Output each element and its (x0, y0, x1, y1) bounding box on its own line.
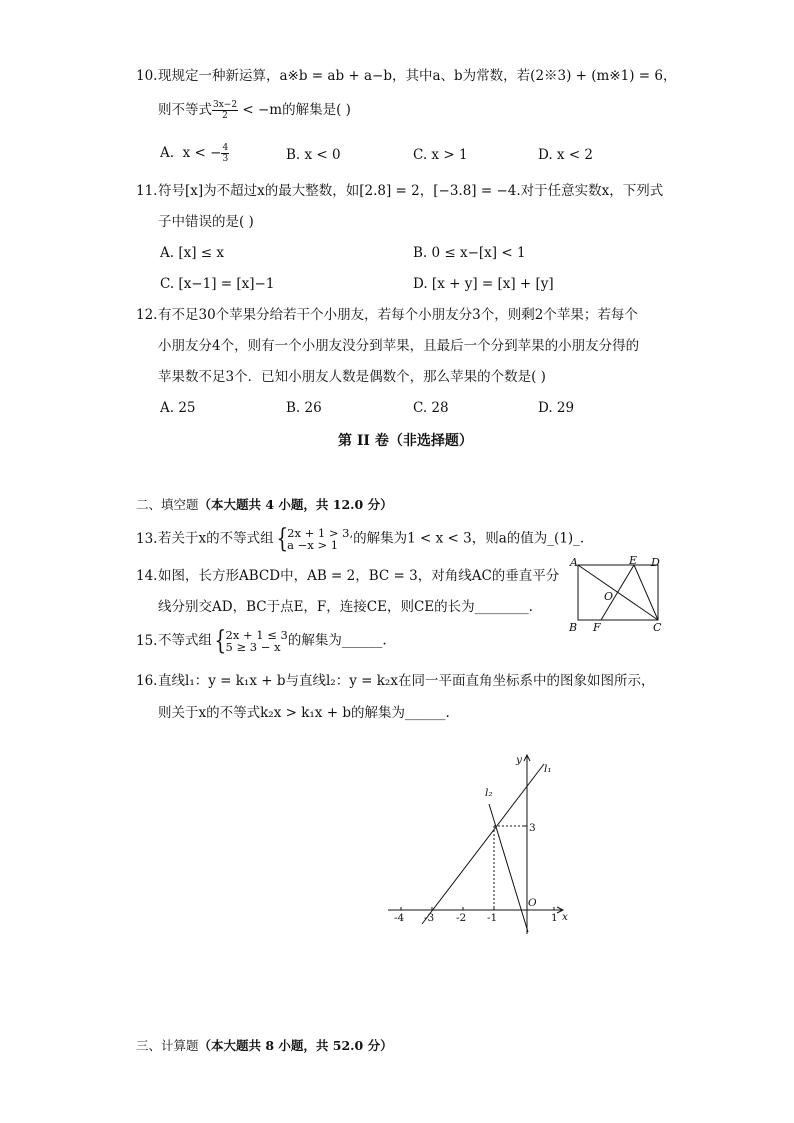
rectangle-figure (566, 556, 672, 634)
label-a: A (570, 556, 578, 569)
label-b: B (569, 621, 578, 634)
line-graph-figure (382, 752, 582, 937)
q10-option-a-label: A. (160, 145, 175, 161)
q10-line2 (158, 100, 351, 121)
q11-option-b[interactable]: B. 0 ≤ x−[x] < 1 (413, 245, 526, 261)
label-e: E (629, 556, 638, 567)
q10-text-2a: 则不等式 (158, 102, 212, 118)
q16-line2: 则关于x的不等式k₂x > k₁x + b的解集为______. (158, 705, 450, 721)
tick-label-neg1: -1 (487, 912, 498, 924)
q12-option-a[interactable]: A. 25 (160, 400, 196, 416)
label-origin: O (528, 897, 537, 909)
q15-brace: { (214, 626, 227, 656)
q15-text-pre: 不等式组 (158, 632, 212, 649)
q10-option-b[interactable]: B. x < 0 (286, 147, 341, 163)
q14-line2: 线分别交AD，BC于点E，F，连接CE，则CE的长为________. (158, 599, 533, 615)
section2-detail: （本大题共 4 小题，共 12.0 分） (198, 497, 393, 512)
q14-line1 (136, 566, 559, 586)
q10-number: 10. (136, 68, 158, 84)
q10-option-a-den: 3 (222, 154, 229, 164)
q13-line (136, 526, 584, 552)
q11-option-a[interactable]: A. [x] ≤ x (160, 245, 224, 261)
q15-sys-2: 5 ≥ 3 − x (225, 640, 281, 654)
tick-label-1: 1 (551, 912, 558, 924)
q12-line1 (136, 305, 638, 325)
q14-text-1: 如图，长方形ABCD中，AB = 2，BC = 3，对角线AC的垂直平分 (158, 568, 560, 584)
q10-option-a-frac (221, 143, 229, 164)
q10-option-d[interactable]: D. x < 2 (538, 147, 594, 163)
tick-label-3: 3 (529, 822, 536, 834)
q16-text-1: 直线l₁：y = k₁x + b与直线l₂：y = k₂x在同一平面直角坐标系中的图象如图所示， (158, 673, 655, 689)
q10-text-2b: < −m的解集是( ) (238, 102, 351, 118)
q11-option-c[interactable]: C. [x−1] = [x]−1 (160, 276, 275, 292)
q12-number: 12. (136, 307, 158, 323)
q10-option-a-num: 4 (222, 143, 229, 153)
tick-label-neg4: -4 (394, 912, 405, 924)
q16-number: 16. (136, 673, 158, 689)
line-l1 (422, 764, 544, 924)
section2-heading (136, 495, 393, 513)
q15-number: 15. (136, 632, 158, 649)
q15-sys-1: 2x + 1 ≤ 3 (225, 628, 288, 642)
q15-system (226, 629, 288, 653)
q11-text-1: 符号[x]为不超过x的最大整数，如[2.8] = 2，[−3.8] = −4.对于任意实数x，下列式 (158, 183, 664, 199)
q12-line3: 苹果数不足3个．已知小朋友人数是偶数个，那么苹果的个数是( ) (158, 369, 546, 385)
q13-system (287, 527, 353, 551)
q11-line2: 子中错误的是( ) (158, 214, 254, 230)
section3-heading (136, 1036, 393, 1054)
section3-detail: （本大题共 8 小题，共 52.0 分） (198, 1038, 393, 1053)
label-c: C (653, 621, 662, 634)
tick-label-neg2: -2 (456, 912, 467, 924)
q16-line1 (136, 671, 654, 691)
q13-text-pre: 若关于x的不等式组 (158, 530, 274, 547)
q12-option-c[interactable]: C. 28 (413, 400, 449, 416)
q10-frac-den: 2 (222, 111, 228, 121)
label-f: F (593, 621, 601, 634)
label-l1: l₁ (544, 763, 552, 775)
q11-option-d[interactable]: D. [x + y] = [x] + [y] (413, 276, 554, 292)
section2-label: 二、填空题 (136, 497, 199, 512)
q10-option-a-text: x < − (182, 145, 222, 161)
label-o: O (604, 590, 614, 603)
q10-frac-num: 3x−2 (213, 100, 238, 110)
label-y-axis: y (516, 754, 522, 766)
q10-text-1: 现规定一种新运算，a※b = ab + a−b，其中a、b为常数，若(2※3) + (m※1) = 6， (158, 68, 677, 84)
q12-line2: 小朋友分4个，则有一个小朋友没分到苹果，且最后一个分到苹果的小朋友分得的 (158, 338, 640, 354)
q12-option-b[interactable]: B. 26 (286, 400, 322, 416)
q11-number: 11. (136, 183, 158, 199)
section3-label: 三、计算题 (136, 1038, 199, 1053)
q13-sys-1: 2x + 1 > 3, (287, 526, 354, 540)
q13-brace: { (276, 524, 288, 554)
q10-option-c[interactable]: C. x > 1 (413, 147, 468, 163)
tick-label-neg3: -3 (424, 912, 435, 924)
q13-sys-2: a −x > 1 (287, 538, 339, 552)
q13-number: 13. (136, 530, 158, 547)
q15-text-post: 的解集为______. (287, 632, 387, 649)
q12-option-d[interactable]: D. 29 (538, 400, 575, 416)
part2-title: 第 II 卷（非选择题） (338, 433, 473, 449)
q12-text-1: 有不足30个苹果分给若干个小朋友，若每个小朋友分3个，则剩2个苹果；若每个 (158, 307, 638, 323)
q11-line1 (136, 181, 663, 201)
q13-text-post: 的解集为1 < x < 3，则a的值为_(1)_. (353, 530, 585, 547)
label-x-axis: x (562, 911, 568, 923)
q10-fraction (212, 100, 238, 121)
q15-line (136, 628, 387, 654)
q14-number: 14. (136, 568, 158, 584)
label-l2: l₂ (485, 787, 493, 799)
q10-option-a[interactable] (160, 143, 229, 164)
label-d: D (651, 556, 660, 569)
q10-line1 (136, 66, 677, 86)
